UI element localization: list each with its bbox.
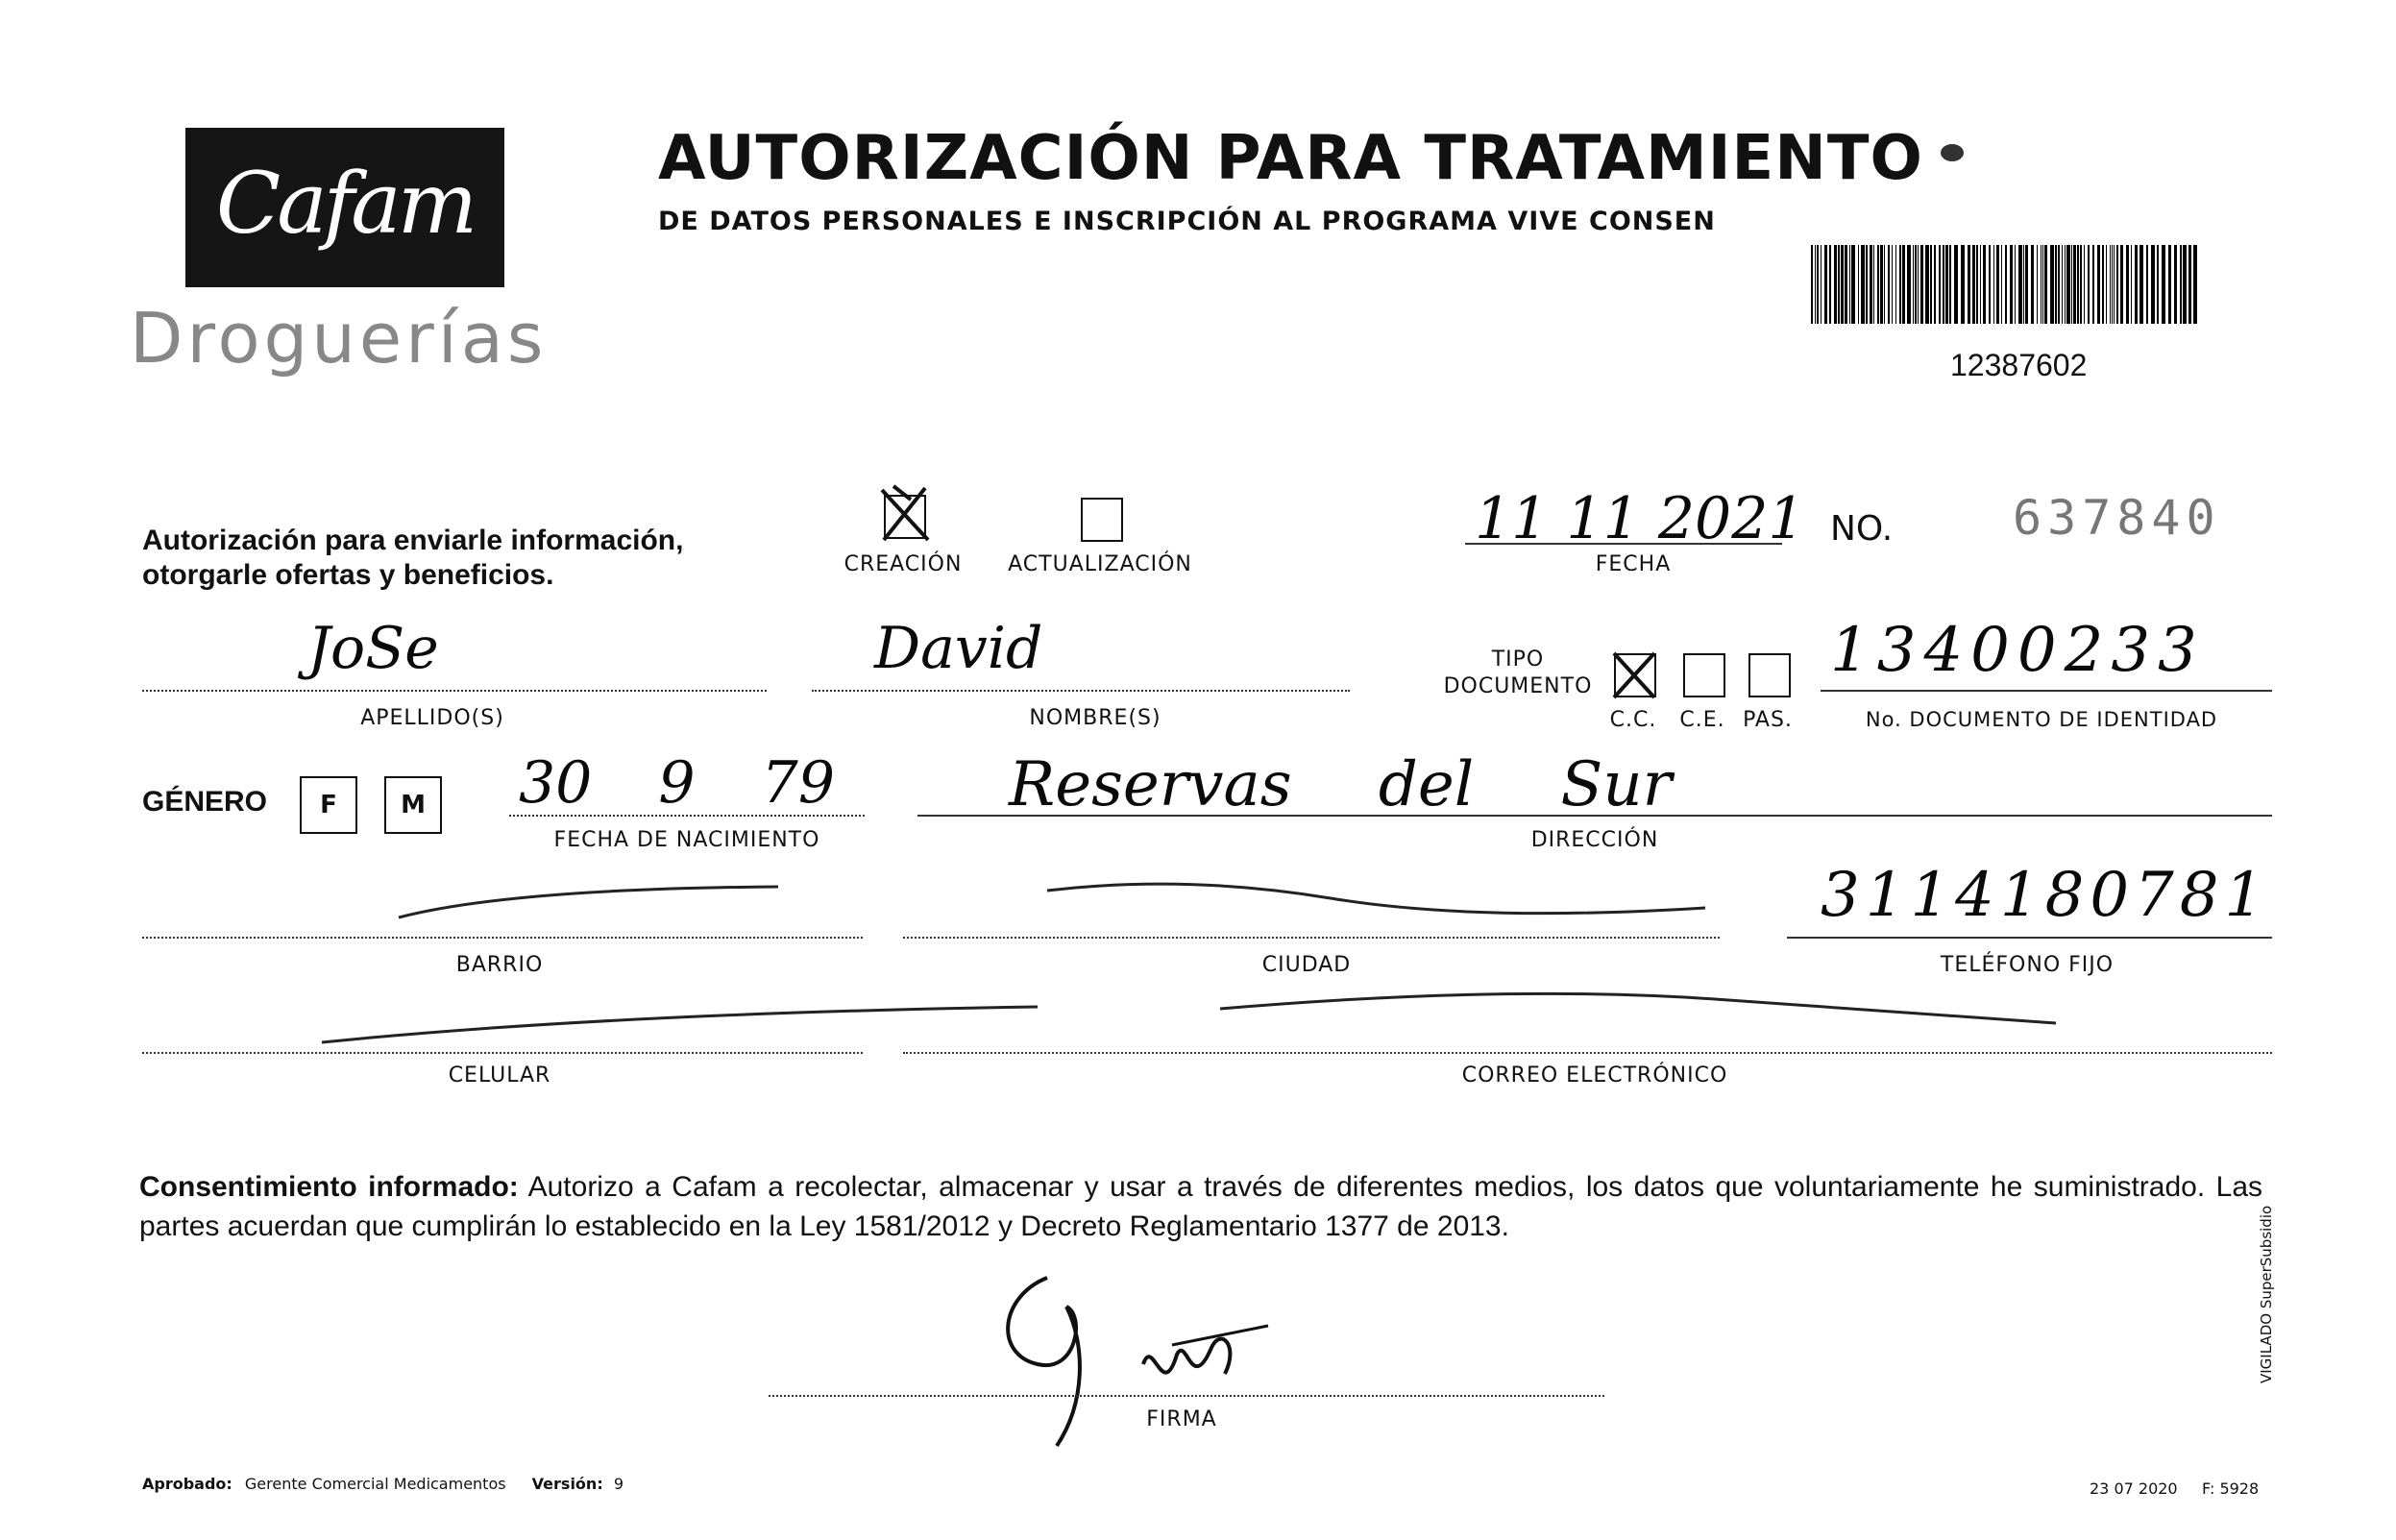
tipo-label-line2: DOCUMENTO [1443, 674, 1593, 698]
apellidos-label: APELLIDO(S) [360, 706, 504, 730]
cc-check-mark [1606, 646, 1664, 703]
consent-bold: Consentimiento informado: [139, 1171, 519, 1203]
ink-blot [1941, 144, 1964, 161]
direccion-label: DIRECCIÓN [1530, 828, 1659, 852]
genero-f-box[interactable]: F [300, 776, 357, 834]
consent-text: Autorizo a Cafam a recolectar, almacenar y usar a través de diferentes medios, los datos que voluntariamente he suministrado. Las partes acuerdan que cumplirán lo establecido en la Ley 1581/2012 y Decreto Reglamentario 1377 de 2013. [139, 1171, 2262, 1242]
nombres-line [812, 690, 1350, 692]
authorization-intro-line1: Autorización para enviarle información, [142, 525, 684, 556]
nacimiento-line [509, 815, 865, 817]
nacimiento-value: 30 9 79 [519, 749, 836, 817]
pas-label: PAS. [1743, 708, 1793, 732]
tipo-documento-label [1431, 647, 1604, 700]
documento-line [1821, 690, 2272, 692]
ciudad-scribble [1042, 879, 1715, 927]
authorization-intro [142, 524, 683, 593]
barcode [1811, 245, 2205, 324]
version-value: 9 [613, 1475, 623, 1493]
barrio-scribble [394, 879, 797, 927]
barcode-number: 12387602 [1950, 348, 2088, 382]
celular-line [142, 1052, 863, 1054]
ce-label: C.E. [1679, 708, 1725, 732]
footer-approval [142, 1475, 623, 1493]
correo-label: CORREO ELECTRÓNICO [1461, 1063, 1728, 1088]
genero-label: GÉNERO [142, 786, 268, 818]
celular-label: CELULAR [448, 1063, 551, 1088]
telefono-label: TELÉFONO FIJO [1940, 953, 2115, 977]
cafam-logo-text: Cafam [215, 154, 475, 253]
direccion-line [917, 815, 2272, 817]
documento-label: No. DOCUMENTO DE IDENTIDAD [1865, 708, 2218, 731]
creacion-check-mark [872, 480, 940, 548]
genero-m-box[interactable]: M [384, 776, 442, 834]
telefono-value: 3114180781 [1821, 860, 2270, 931]
droguerias-text: Droguerías [130, 298, 548, 379]
tipo-label-line1: TIPO [1491, 648, 1545, 672]
version-label: Versión: [531, 1475, 603, 1493]
nombres-value: David [874, 615, 1043, 682]
aprobado-value: Gerente Comercial Medicamentos [244, 1475, 506, 1493]
creacion-label: CREACIÓN [843, 552, 963, 576]
footer-date: 23 07 2020 [2090, 1479, 2178, 1498]
form-title: AUTORIZACIÓN PARA TRATAMIENTO [658, 123, 1923, 194]
fecha-value: 11 11 2021 [1475, 485, 1805, 552]
form-subtitle: DE DATOS PERSONALES E INSCRIPCIÓN AL PROGRAMA VIVE CONSEN [658, 207, 1716, 236]
actualizacion-label: ACTUALIZACIÓN [1008, 552, 1192, 576]
direccion-value: Reservas del Sur [1009, 749, 1673, 820]
documento-value: 13400233 [1830, 615, 2205, 686]
nombres-label: NOMBRE(S) [1029, 706, 1161, 730]
ciudad-line [903, 937, 1720, 939]
cc-label: C.C. [1609, 708, 1657, 732]
footer-form-code: F: 5928 [2202, 1479, 2260, 1498]
actualizacion-checkbox[interactable] [1081, 498, 1123, 542]
consent-paragraph [139, 1167, 2262, 1246]
fecha-label: FECHA [1595, 552, 1672, 576]
no-value: 637840 [2013, 490, 2221, 546]
firma-label: FIRMA [1146, 1407, 1217, 1431]
no-label: NO. [1830, 509, 1894, 549]
barrio-line [142, 937, 863, 939]
authorization-intro-line2: otorgarle ofertas y beneficios. [142, 559, 554, 591]
supersubsidio-vertical-text: VIGILADO SuperSubsidio [2258, 1205, 2275, 1383]
correo-line [903, 1052, 2272, 1054]
signature-line [769, 1395, 1604, 1397]
nacimiento-label: FECHA DE NACIMIENTO [553, 828, 820, 852]
ciudad-label: CIUDAD [1261, 953, 1352, 977]
pas-checkbox[interactable] [1748, 653, 1791, 697]
correo-scribble [1215, 985, 2061, 1033]
ce-checkbox[interactable] [1683, 653, 1725, 697]
celular-scribble [317, 999, 1047, 1047]
aprobado-label: Aprobado: [142, 1475, 232, 1493]
apellidos-line [142, 690, 767, 692]
apellidos-value: JoSe [307, 615, 439, 682]
barrio-label: BARRIO [455, 953, 544, 977]
telefono-line [1787, 937, 2272, 939]
fecha-line [1465, 543, 1782, 545]
